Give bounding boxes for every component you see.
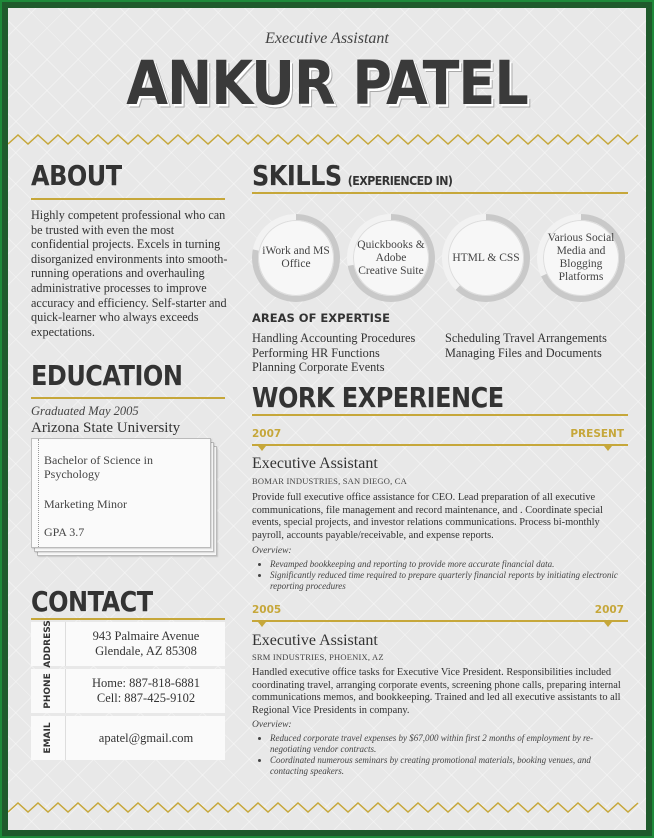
zigzag-divider-bottom <box>8 800 646 816</box>
job2-company: SRM INDUSTRIES, PHOENIX, AZ <box>252 652 384 662</box>
address-label-cell <box>31 622 66 666</box>
timeline-marker <box>258 622 266 627</box>
address-label: ADDRESS <box>43 620 53 668</box>
job1-bullet: • Revamped bookkeeping and reporting to provide more accurate financial data. <box>270 559 620 570</box>
resume-subtitle: Executive Assistant <box>265 30 389 47</box>
education-item: Marketing Minor <box>44 497 127 511</box>
education-item: Bachelor of Science in Psychology <box>44 453 153 481</box>
phone-home: Home: 887-818-6881 <box>92 676 200 690</box>
about-text: Highly competent professional who can be trusted with even the most confidential projects. Excels in turning disorganized environments into smooth-running operations and overhauling administrative processes to improve accuracy and efficiency. Self-starter and quick-learner who always exceeds expectations. <box>31 208 228 339</box>
job1-end-year: PRESENT <box>570 428 624 440</box>
phone-label: PHONE <box>43 673 53 709</box>
job1-bullet: • Significantly reduced time required to prepare quarterly financial reports by initiating electronic reporting procedures <box>270 570 620 592</box>
contact-title: CONTACT <box>31 585 153 618</box>
contact-phone-row <box>31 669 225 713</box>
expertise-title: AREAS OF EXPERTISE <box>252 311 391 325</box>
expertise-column-2 <box>445 331 607 360</box>
timeline-marker <box>258 446 266 451</box>
job2-timeline <box>252 620 628 622</box>
education-university: Arizona State University <box>31 420 181 436</box>
job1-description: Provide full executive office assistance for CEO. Lead preparation of all executive communications, file management and record maintenance, and . Coordinate special events, special projects, and investor relations communications. Process bi-monthly payroll, accounts payable/receivable, and expense reports. <box>252 492 603 541</box>
expertise-item: Managing Files and Documents <box>445 345 602 360</box>
card-sheet-front <box>31 438 211 548</box>
skills-title-text: SKILLS <box>252 159 342 192</box>
job1-title: Executive Assistant <box>252 455 378 472</box>
work-rule <box>252 414 628 416</box>
skill-label: Various Social Media and Blogging Platforms <box>547 232 615 283</box>
about-rule <box>31 198 225 200</box>
job2-bullet: • Coordinated numerous seminars by creating promotional materials, booking venues, and contacting speakers. <box>270 755 620 777</box>
skill-circle <box>442 214 530 302</box>
job1-company: BOMAR INDUSTRIES, SAN DIEGO, CA <box>252 476 407 486</box>
skill-label: Quickbooks & Adobe Creative Suite <box>357 238 425 277</box>
contact-rule <box>31 618 225 620</box>
education-item: GPA 3.7 <box>44 525 85 539</box>
email-address: apatel@gmail.com <box>98 730 194 745</box>
job2-overview-label: Overview: <box>252 720 292 730</box>
job2-start-year: 2005 <box>252 604 282 616</box>
education-rule <box>31 397 225 399</box>
education-graduated: Graduated May 2005 <box>31 404 139 418</box>
address-line2: Glendale, AZ 85308 <box>95 644 197 658</box>
job2-title: Executive Assistant <box>252 632 378 649</box>
expertise-item: Scheduling Travel Arrangements <box>445 331 607 345</box>
skill-circle <box>252 214 340 302</box>
skill-circle <box>347 214 435 302</box>
job2-description: Handled executive office tasks for Executive Vice President. Responsibilities included coordinating travel, arranging corporate events, screening phone calls, preparing internal communications memos, and bookkeeping. Trained and led all executive assistants to all Regional Vice Presidents in company. <box>252 667 621 716</box>
address-line1: 943 Palmaire Avenue <box>92 629 200 643</box>
job2-end-year: 2007 <box>594 604 624 616</box>
expertise-item: Planning Corporate Events <box>252 360 385 374</box>
expertise-item: Performing HR Functions <box>252 345 380 360</box>
work-title: WORK EXPERIENCE <box>252 381 504 414</box>
skill-label: HTML & CSS <box>452 251 520 264</box>
phone-value <box>67 669 225 713</box>
email-label-cell <box>31 716 66 760</box>
job2-bullet: • Reduced corporate travel expenses by $67,000 within first 2 months of employment by re-negotiating vendor contracts. <box>270 733 620 755</box>
contact-email-row <box>31 716 225 760</box>
job1-overview-label: Overview: <box>252 546 292 556</box>
skill-circle <box>537 214 625 302</box>
job1-start-year: 2007 <box>252 428 282 440</box>
contact-address-row <box>31 622 225 666</box>
job1-timeline <box>252 444 628 446</box>
phone-label-cell <box>31 669 66 713</box>
email-value <box>67 716 225 760</box>
job2-bullets <box>260 733 620 777</box>
about-title: ABOUT <box>31 159 122 192</box>
skills-subtitle: (EXPERIENCED IN) <box>347 173 453 189</box>
address-value <box>67 622 225 666</box>
expertise-item: Handling Accounting Procedures <box>252 331 416 345</box>
timeline-marker <box>604 446 612 451</box>
zigzag-divider-top <box>8 132 646 148</box>
card-binding <box>32 439 39 547</box>
phone-cell: Cell: 887-425-9102 <box>96 691 196 705</box>
resume-page <box>8 8 646 830</box>
skills-title <box>252 160 452 192</box>
education-card-stack <box>31 438 221 558</box>
timeline-marker <box>604 622 612 627</box>
resume-name: ANKUR PATEL <box>126 48 528 119</box>
skill-label: iWork and MS Office <box>262 245 330 270</box>
email-label: EMAIL <box>43 722 53 754</box>
skills-rule <box>252 192 628 194</box>
education-title: EDUCATION <box>31 359 183 392</box>
expertise-column-1 <box>252 331 415 375</box>
job1-bullets <box>260 559 620 592</box>
